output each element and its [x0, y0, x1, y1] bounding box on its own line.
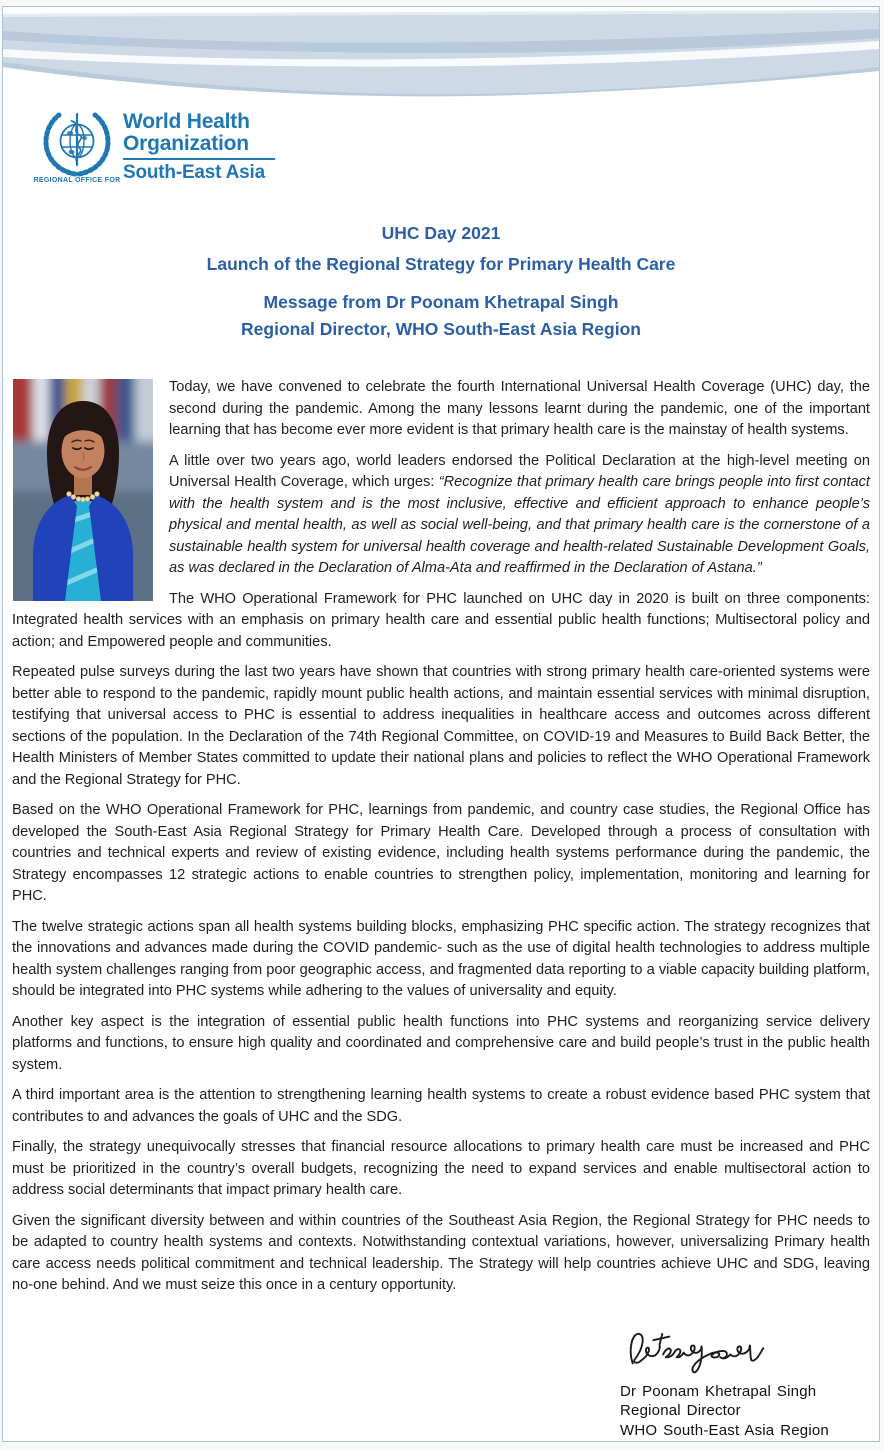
paragraph-3: The WHO Operational Framework for PHC launched on UHC day in 2020 is built on three components: Integrated health services with an emphasis on primary health care and essential public health functions; Multisectoral policy and action; and Empowered people and communities. [12, 590, 870, 650]
event-title-group [3, 218, 879, 280]
region-name: South-East Asia [123, 162, 265, 183]
signature-scribble [622, 1323, 774, 1377]
paragraph-9: Finally, the strategy unequivocally stresses that financial resource allocations to primary health care must be increased and PHC must be prioritized in the country’s overall budgets, recognizing the need to expand services and enable multisectoral action to address social determinants that impact primary health care. [12, 1139, 870, 1198]
paragraph-1: Today, we have convened to celebrate the fourth International Universal Health Coverage (UHC) day, the second during the pandemic. Among the many lessons learnt during the pandemic, one of the important learning that has become ever more evident is that primary health care is the mainstay of health systems. [169, 379, 870, 438]
title-launch: Launch of the Regional Strategy for Primary Health Care [206, 254, 676, 274]
signature-block [620, 1323, 836, 1441]
who-emblem-icon [40, 111, 114, 177]
org-name-line2: Organization [123, 132, 249, 155]
portrait-photo-image [13, 379, 153, 601]
signatory-text [620, 1382, 836, 1441]
logo-divider [123, 158, 275, 160]
paragraph-6: The twelve strategic actions span all health systems building blocks, emphasizing PHC specific action. The strategy recognizes that the innovations and advances made during the COVID pandemic- such as the use of digital health technologies to address multiple health system challenges ranging from poor geographic access, and fragmented data reporting to a viable capacity building platform, should be integrated into PHC systems while adhering to the values of universality and equity. [12, 918, 870, 999]
paragraph-7: Another key aspect is the integration of essential public health functions into PHC systems and reorganizing service delivery platforms and functions, to ensure high quality and coordinated and comprehensive care and build people’s trust in the public health system. [12, 1013, 870, 1073]
who-logo [33, 110, 879, 188]
paragraph-8: A third important area is the attention to strengthening learning health systems to create a robust evidence based PHC system that contributes to and advances the goals of UHC and the SDG. [12, 1087, 870, 1125]
paragraph-10: Given the significant diversity between and within countries of the Southeast Asia Region, the Regional Strategy for PHC needs to be adapted to country health systems and contexts. Notwithstanding contextual variations, however, universalizing Primary health care access needs political commitment and technical leadership. The Strategy will help countries achieve UHC and SDG, leaving no-one behind. And we must seize this once in a century opportunity. [12, 1212, 870, 1293]
letter-body [12, 377, 870, 1440]
signatory-name: Dr Poonam Khetrapal Singh [620, 1382, 817, 1400]
who-logo-text [123, 111, 275, 188]
signatory-org: WHO South-East Asia Region [620, 1421, 829, 1439]
paragraph-2-intro: A little over two years ago, world leaders endorsed the Political Declaration at the high-level meeting on Universal Health Coverage, which urges: [169, 452, 870, 490]
title-uhc-day: UHC Day 2021 [381, 223, 501, 243]
header-wave-decoration [3, 7, 879, 103]
portrait-photo [13, 379, 153, 601]
document-page [2, 6, 880, 1442]
document-title-block [3, 218, 879, 343]
message-title-group [3, 289, 879, 343]
signatory-title: Regional Director [620, 1402, 741, 1419]
org-name-line1: World Health [123, 110, 250, 133]
paragraph-4: Repeated pulse surveys during the last two years have shown that countries with strong primary health care-oriented systems were better able to respond to the pandemic, rapidly mount public health actions, and maintain essential services with minimal disruption, testifying that universal access to PHC is essential to address inequalities in healthcare access and outcomes across different sections of the population. In the Declaration of the 74th Regional Committee, on COVID-19 and Measures to Build Back Better, the Health Ministers of Member States committed to update their national plans and policies to reflect the WHO Operational Framework and the Regional Strategy for PHC. [12, 664, 870, 788]
paragraph-5: Based on the WHO Operational Framework for PHC, learnings from pandemic, and country case studies, the Regional Office has developed the South-East Asia Regional Strategy for Primary Health Care. Developed through a process of consultation with countries and technical experts and review of existing evidence, including health systems performance during the pandemic, the Strategy encompasses 12 strategic actions to enable countries to strengthen policy, implementation, monitoring and learning for PHC. [12, 802, 870, 904]
regional-office-label: REGIONAL OFFICE FOR [33, 177, 121, 184]
title-regional-director: Regional Director, WHO South-East Asia Region [241, 319, 641, 339]
who-emblem-column [33, 111, 121, 188]
title-message-from: Message from Dr Poonam Khetrapal Singh [263, 292, 619, 312]
paragraph-2-quote: “Recognize that primary health care brings people into first contact with the health system and is the most inclusive, effective and efficient approach to enhance people’s physical and mental health, as well as social well-being, and that primary health care is the cornerstone of a sustainable health system for universal health coverage and health-related Sustainable Development Goals, as was declared in the Declaration of Alma-Ata and reaffirmed in the Declaration of Astana.” [169, 474, 870, 576]
